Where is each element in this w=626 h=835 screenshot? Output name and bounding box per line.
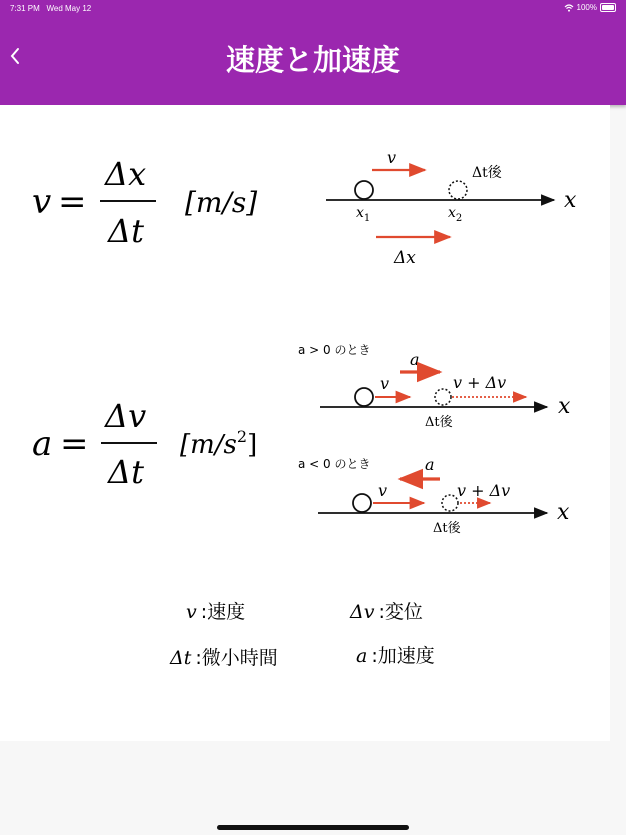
vel-axis-label: x — [564, 188, 577, 213]
battery-icon — [600, 3, 616, 12]
neg-axis-label: x — [557, 500, 570, 525]
vel-after-label: Δt後 — [472, 165, 502, 181]
physics-figure — [0, 105, 610, 741]
vel-x1-label: $x_1$ — [356, 205, 371, 224]
pos-vdv-label: v + Δv — [453, 373, 507, 392]
velocity-symbol: v — [32, 182, 52, 222]
accel-equals: = — [60, 424, 89, 464]
legend-acceleration: a :加速度 — [356, 645, 435, 667]
vel-x2-label: $x_2$ — [448, 205, 463, 224]
status-bar — [0, 0, 626, 16]
home-indicator[interactable] — [217, 825, 409, 830]
neg-condition: a < 0 のとき — [298, 457, 371, 471]
pos-after-label: Δt後 — [425, 415, 453, 430]
neg-v-label: v — [378, 481, 388, 500]
pos-ball-start — [355, 388, 373, 406]
velocity-denominator: Δt — [108, 212, 144, 250]
neg-after-label: Δt後 — [433, 521, 461, 536]
battery-percent: 100% — [576, 3, 597, 12]
velocity-numerator: Δx — [105, 155, 147, 193]
vel-v-label: v — [387, 148, 397, 167]
vel-dx-label: Δx — [394, 248, 416, 268]
pos-ball-end — [435, 389, 451, 405]
velocity-unit: [m/s] — [185, 186, 258, 219]
content-card — [0, 105, 610, 741]
pos-condition: a > 0 のとき — [298, 343, 371, 357]
accel-unit: $[m/s^2]$ — [180, 427, 258, 460]
neg-vdv-label: v + Δv — [457, 481, 511, 500]
accel-symbol: a — [32, 424, 53, 464]
legend-velocity: v :速度 — [186, 601, 246, 623]
pos-a-label: a — [410, 350, 420, 369]
accel-denominator: Δt — [108, 453, 144, 491]
velocity-equals: = — [58, 182, 87, 222]
accel-numerator: Δv — [105, 397, 147, 435]
vel-ball-end — [449, 181, 467, 199]
pos-axis-label: x — [558, 394, 571, 419]
neg-ball-end — [442, 495, 458, 511]
legend-delta-v: Δv :変位 — [350, 601, 423, 623]
wifi-icon — [564, 4, 574, 12]
status-time: 7:31 PM Wed May 12 — [10, 4, 92, 13]
status-right — [564, 3, 616, 12]
legend-delta-t: Δt :微小時間 — [170, 647, 278, 669]
vel-ball-start — [355, 181, 373, 199]
neg-a-label: a — [425, 455, 435, 474]
neg-ball-start — [353, 494, 371, 512]
page-title: 速度と加速度 — [225, 43, 400, 77]
pos-v-label: v — [380, 374, 390, 393]
nav-header — [0, 0, 626, 105]
